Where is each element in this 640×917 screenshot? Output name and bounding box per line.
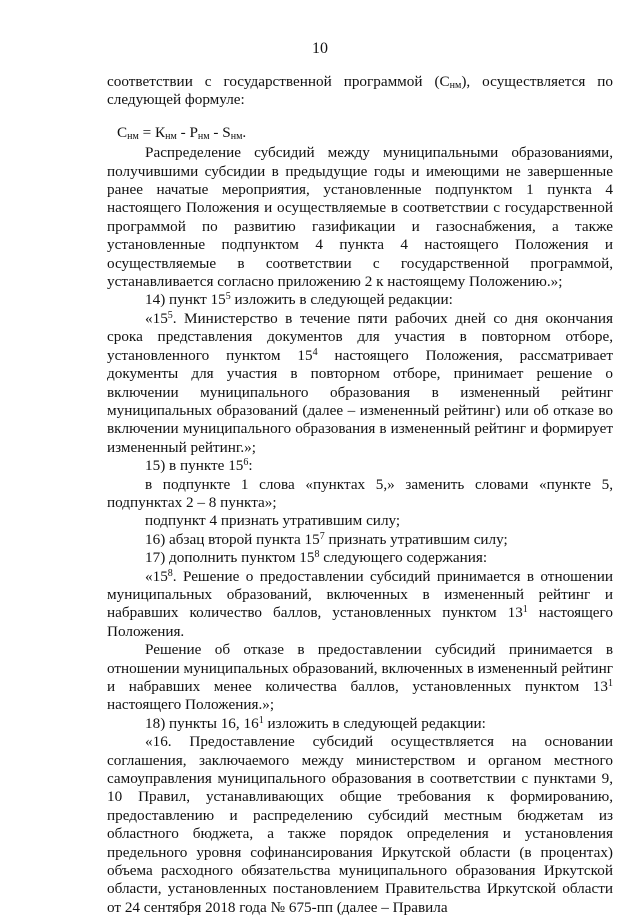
- superscript: 8: [167, 567, 173, 579]
- text-segment: 16) абзац второй пункта 15: [145, 530, 320, 548]
- text-segment: соответствии с государственной программой (С: [107, 73, 450, 90]
- text-segment: Решение об отказе в предоставлении субсидий принимается в отношении муниципальных образований, включенных в измененный рейтинг и набравших менее количества баллов, установленных пунктом 13: [107, 641, 613, 695]
- paragraph-item-18: [107, 715, 613, 733]
- formula-term: С: [117, 123, 128, 141]
- subscript: нм: [127, 130, 139, 142]
- paragraph-refusal: [107, 641, 613, 715]
- page-number: 10: [312, 40, 328, 57]
- superscript: 5: [225, 291, 231, 303]
- formula-term: - S: [209, 123, 231, 141]
- formula: [107, 124, 613, 142]
- text-segment: изложить в следующей редакции:: [263, 714, 486, 732]
- paragraph-subitem-1: в подпункте 1 слова «пунктах 5,» заменить словами «пункте 5, подпунктах 2 – 8 пункта»;: [107, 475, 613, 511]
- text-segment: следующего содержания:: [319, 549, 488, 567]
- text-segment: 17) дополнить пунктом 15: [145, 549, 315, 567]
- paragraph-item-16: [107, 531, 613, 549]
- document-body: [107, 73, 613, 917]
- subscript: нм: [165, 130, 177, 142]
- text-segment: ), осуществляется по следующей формуле:: [107, 73, 613, 109]
- text-segment: 18) пункты 16, 16: [145, 714, 259, 732]
- subscript: нм: [449, 80, 462, 91]
- superscript: 1: [608, 678, 613, 689]
- paragraph-16: «16. Предоставление субсидий осуществляется на основании соглашения, заключаемого между министерством и органом местного самоуправления муниципального образования в соответствии с пунктами 9, 10 Правил, устанавливающих общие требования к формированию, предоставлению и распределению субсидий местным бюджетам из областного бюджета, а также порядок определения и установления предельного уровня софинансирования Иркутской области (в процентах) объема расходного обязательства муниципального образования Иркутской области, установленных постановлением Правительства Иркутской области от 24 сентября 2018 года № 675-пп (далее – Правила: [107, 733, 613, 916]
- paragraph-15-8: [107, 568, 613, 642]
- superscript: 4: [312, 346, 318, 358]
- superscript: 6: [243, 457, 249, 469]
- superscript: 8: [314, 549, 320, 561]
- paragraph-item-15: [107, 457, 613, 475]
- superscript: 1: [522, 604, 528, 616]
- superscript: 1: [258, 714, 264, 726]
- text-segment: изложить в следующей редакции:: [230, 291, 453, 309]
- text-segment: «15: [145, 567, 168, 585]
- text-segment: 14) пункт 15: [145, 291, 226, 309]
- text-segment: настоящего Положения, рассматривает документы для участия в повторном отборе, принимает решение о включении муниципального образования в измененный рейтинг муниципальных образований (далее – измененный рейтинг) или об отказе во включении муниципального образования в измененный рейтинг и формирует измененный рейтинг.»;: [107, 346, 613, 456]
- subscript: нм: [230, 130, 243, 142]
- text-segment: 15) в пункте 15: [145, 457, 244, 475]
- text-segment: признать утратившим силу;: [324, 530, 508, 548]
- formula-term: = К: [138, 123, 166, 141]
- paragraph-intro: [107, 73, 613, 110]
- text-segment: «15: [145, 309, 168, 327]
- paragraph-distribution: Распределение субсидий между муниципальными образованиями, получившими субсидии в предыдущие годы и имеющими не завершенные ранее начатые мероприятия, установленные подпунктом 1 пункта 4 настоящего Положения и осуществляемые в соответствии с государственной программой по развитию газификации и газоснабжения, а также установленные подпунктом 4 пункта 4 настоящего Положения и осуществляемые в соответствии с государственной программой, устанавливается согласно приложению 2 к настоящему Положению.»;: [107, 144, 613, 291]
- text-segment: настоящего Положения.»;: [107, 696, 275, 714]
- paragraph-item-14: [107, 291, 613, 309]
- superscript: 7: [319, 530, 325, 542]
- paragraph-item-17: [107, 549, 613, 567]
- text-segment: . Министерство в течение пяти рабочих дней со дня окончания срока представления документов для участия в повторном отборе, установленного пунктом 15: [107, 309, 613, 364]
- text-segment: настоящего Положения.: [107, 604, 613, 640]
- paragraph-subitem-4: подпункт 4 признать утратившим силу;: [145, 512, 401, 530]
- formula-term: - Р: [176, 123, 198, 141]
- subscript: нм: [197, 130, 210, 142]
- text-segment: . Решение о предоставлении субсидий принимается в отношении муниципальных образований, включенных в измененный рейтинг и набравших количество баллов, установленных пунктом 13: [107, 567, 613, 622]
- paragraph-15-5: [107, 310, 613, 457]
- superscript: 5: [167, 309, 173, 321]
- text-segment: :: [248, 457, 253, 475]
- formula-term: .: [242, 123, 247, 141]
